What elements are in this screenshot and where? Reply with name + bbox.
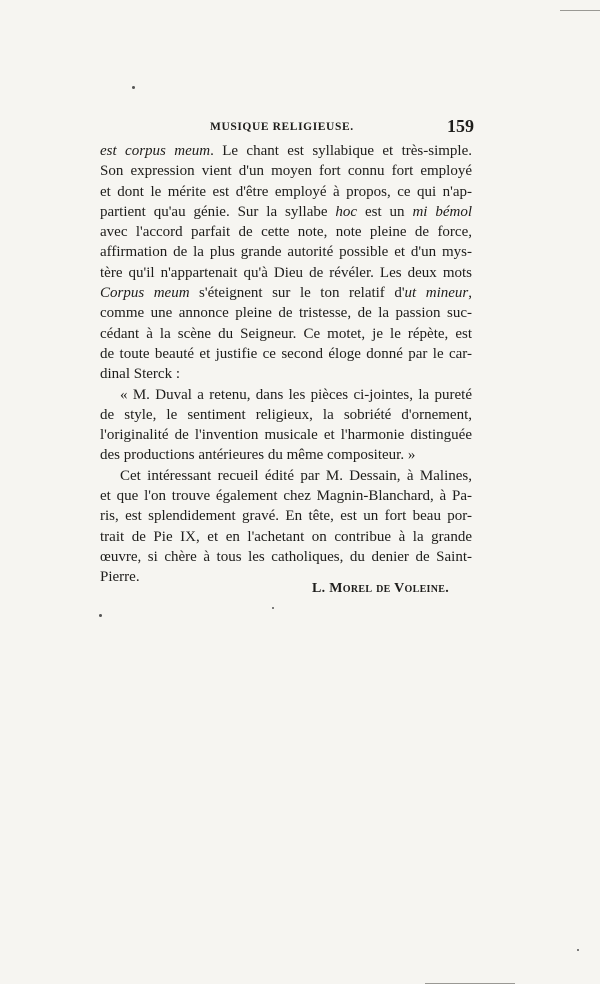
text-line: œuvre, si chère à tous les catholiques, du denier de Saint- bbox=[100, 548, 472, 565]
text-line: Son expression vient d'un moyen fort connu fort employé bbox=[100, 163, 472, 180]
text-line: comme une annonce pleine de tristesse, de la passion suc- bbox=[100, 305, 472, 322]
ink-speck bbox=[272, 607, 274, 609]
author-signature: L. Morel de Voleine. bbox=[312, 581, 450, 596]
text-line: affirmation de la plus grande autorité possible et d'un mys- bbox=[100, 244, 472, 261]
running-title: MUSIQUE RELIGIEUSE. bbox=[210, 121, 354, 133]
text-line: dinal Sterck : bbox=[100, 366, 180, 383]
text-line: ris, est splendidement gravé. En tête, est un fort beau por- bbox=[100, 508, 472, 525]
body-text bbox=[100, 141, 472, 588]
page-number: 159 bbox=[447, 116, 474, 136]
quote-line: des productions antérieures du même compositeur. » bbox=[100, 447, 416, 464]
text-line: Pierre. bbox=[100, 569, 140, 586]
text-line: et dont le mérite est d'être employé à propos, ce qui n'ap- bbox=[100, 183, 472, 200]
text-line: tère qu'il n'appartenait qu'à Dieu de révéler. Les deux mots bbox=[100, 264, 472, 281]
ink-speck bbox=[132, 86, 135, 89]
text-line: et que l'on trouve également chez Magnin-Blanchard, à Pa- bbox=[100, 488, 472, 505]
text-line: est corpus meum. Le chant est syllabique et très-simple. bbox=[100, 143, 472, 159]
edge-mark bbox=[560, 10, 600, 11]
quote-line: de style, le sentiment religieux, la sobriété d'ornement, bbox=[100, 406, 472, 423]
text-line: partient qu'au génie. Sur la syllabe hoc est un mi bémol bbox=[100, 203, 472, 220]
text-line: Corpus meum s'éteignent sur le ton relatif d'ut mineur, bbox=[100, 285, 472, 302]
text-line: de toute beauté et justifie ce second éloge donné par le car- bbox=[100, 345, 472, 362]
text-line: trait de Pie IX, et en l'achetant on contribue à la grande bbox=[100, 528, 472, 545]
text-line: avec l'accord parfait de cette note, note pleine de force, bbox=[100, 224, 472, 241]
ink-speck bbox=[577, 949, 579, 951]
text-line: Cet intéressant recueil édité par M. Dessain, à Malines, bbox=[120, 467, 472, 484]
page-header bbox=[100, 118, 472, 138]
quote-line: « M. Duval a retenu, dans les pièces ci-jointes, la pureté bbox=[120, 386, 472, 403]
ink-speck bbox=[99, 614, 102, 617]
quote-line: l'originalité de l'invention musicale et l'harmonie distinguée bbox=[100, 427, 472, 444]
text-line: cédant à la scène du Seigneur. Ce motet, je le répète, est bbox=[100, 325, 472, 342]
